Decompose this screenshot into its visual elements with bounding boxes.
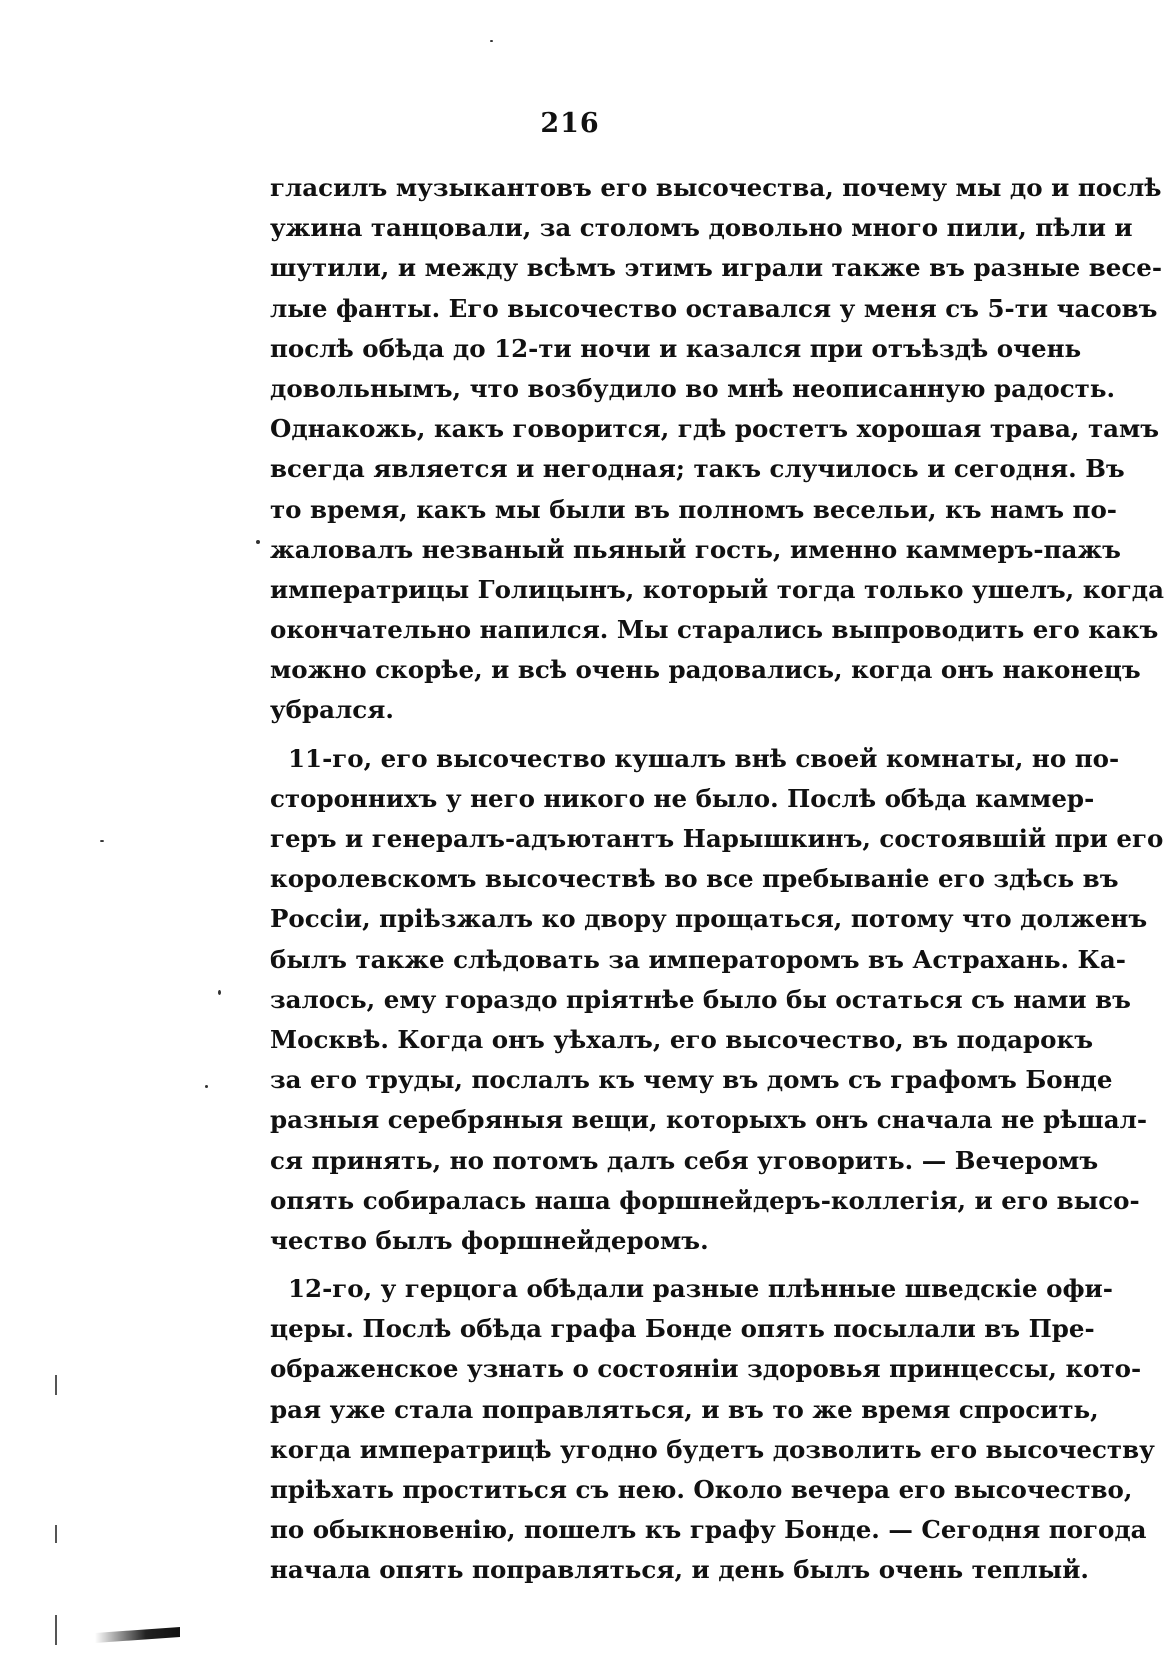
text-line: рая уже стала поправляться, и въ то же время спросить, [270,1394,1099,1424]
text-line: императрицы Голицынъ, который тогда только ушелъ, когда [270,574,1164,604]
page-number: 216 [540,108,600,139]
text-line: опять собиралась наша форшнейдеръ-коллегія, и его высо- [270,1185,1140,1215]
text-line: геръ и генералъ-адъютантъ Нарышкинъ, состоявшій при его [270,824,1164,853]
scan-speck [490,40,493,42]
text-line: стороннихъ у него никого не было. Послѣ обѣда каммер- [270,783,1095,813]
text-line: 12-го, у герцога обѣдали разные плѣнные шведскіе офи- [288,1274,1113,1304]
scan-speck [205,1085,208,1088]
text-line: былъ также слѣдовать за императоромъ въ Астрахань. Ка- [270,944,1126,974]
text-line: церы. Послѣ обѣда графа Бонде опять посылали въ Пре- [270,1314,1095,1344]
paragraph-3 [270,1269,1155,1591]
scan-margin-mark [55,1375,57,1395]
text-line: когда императрицѣ угодно будетъ дозволить его высочеству [270,1434,1155,1464]
text-line: королевскомъ высочествѣ во все пребываніе его здѣсь въ [270,864,1119,894]
text-line: разныя серебряныя вещи, которыхъ онъ сначала не рѣшал- [270,1105,1148,1135]
text-line: шутили, и между всѣмъ этимъ играли также въ разные весе- [270,253,1163,283]
text-line: то время, какъ мы были въ полномъ весельи, къ намъ по- [270,494,1117,524]
text-line: всегда является и негодная; такъ случилось и сегодня. Въ [270,454,1125,484]
text-line: ся принять, но потомъ далъ себя уговорить. — Вечеромъ [270,1145,1099,1175]
text-line: послѣ обѣда до 12-ти ночи и казался при отъѣздѣ очень [270,333,1082,363]
scan-speck [100,840,104,842]
scan-margin-mark [55,1525,57,1543]
text-line: лые фанты. Его высочество оставался у меня съ 5-ти часовъ [270,293,1158,323]
text-line: Москвѣ. Когда онъ уѣхалъ, его высочество, въ подарокъ [270,1024,1094,1054]
text-line: окончательно напился. Мы старались выпроводить его какъ [270,615,1159,645]
text-line: за его труды, послалъ къ чему въ домъ съ графомъ Бонде [270,1065,1113,1095]
scan-smudge [95,1627,180,1643]
text-line: чество былъ форшнейдеромъ. [270,1225,709,1255]
text-line: 11-го, его высочество кушалъ внѣ своей комнаты, но по- [288,743,1120,773]
scan-speck [256,540,260,544]
paragraph-gap [270,1261,1022,1269]
text-line: убрался. [270,695,394,725]
text-line: ужина танцовали, за столомъ довольно много пили, пѣли и [270,213,1133,243]
text-line: пріѣхать проститься съ нею. Около вечера его высочество, [270,1475,1133,1504]
scan-speck [218,990,221,995]
text-line: гласилъ музыкантовъ его высочества, почему мы до и послѣ [270,173,1162,202]
paragraph-1 [270,168,1164,731]
text-line: довольнымъ, что возбудило во мнѣ неописанную радость. [270,373,1115,403]
text-line: ображенское узнать о состояніи здоровья принцессы, кото- [270,1354,1142,1384]
scan-margin-mark [55,1615,57,1645]
text-line: жаловалъ незваный пьяный гость, именно каммеръ-пажъ [270,534,1121,564]
text-line: по обыкновенію, пошелъ къ графу Бонде. — Сегодня погода [270,1515,1147,1545]
text-body [270,168,1164,1591]
paragraph-gap [270,731,1022,739]
text-line: можно скорѣе, и всѣ очень радовались, когда онъ наконецъ [270,655,1141,685]
text-line: Россіи, пріѣзжалъ ко двору прощаться, потому что долженъ [270,904,1148,934]
text-line: залось, ему гораздо пріятнѣе было бы остаться съ нами въ [270,984,1131,1014]
text-line: начала опять поправляться, и день былъ очень теплый. [270,1555,1089,1585]
text-line: Однакожь, какъ говорится, гдѣ ростетъ хорошая трава, тамъ [270,414,1160,444]
paragraph-2 [270,739,1164,1261]
